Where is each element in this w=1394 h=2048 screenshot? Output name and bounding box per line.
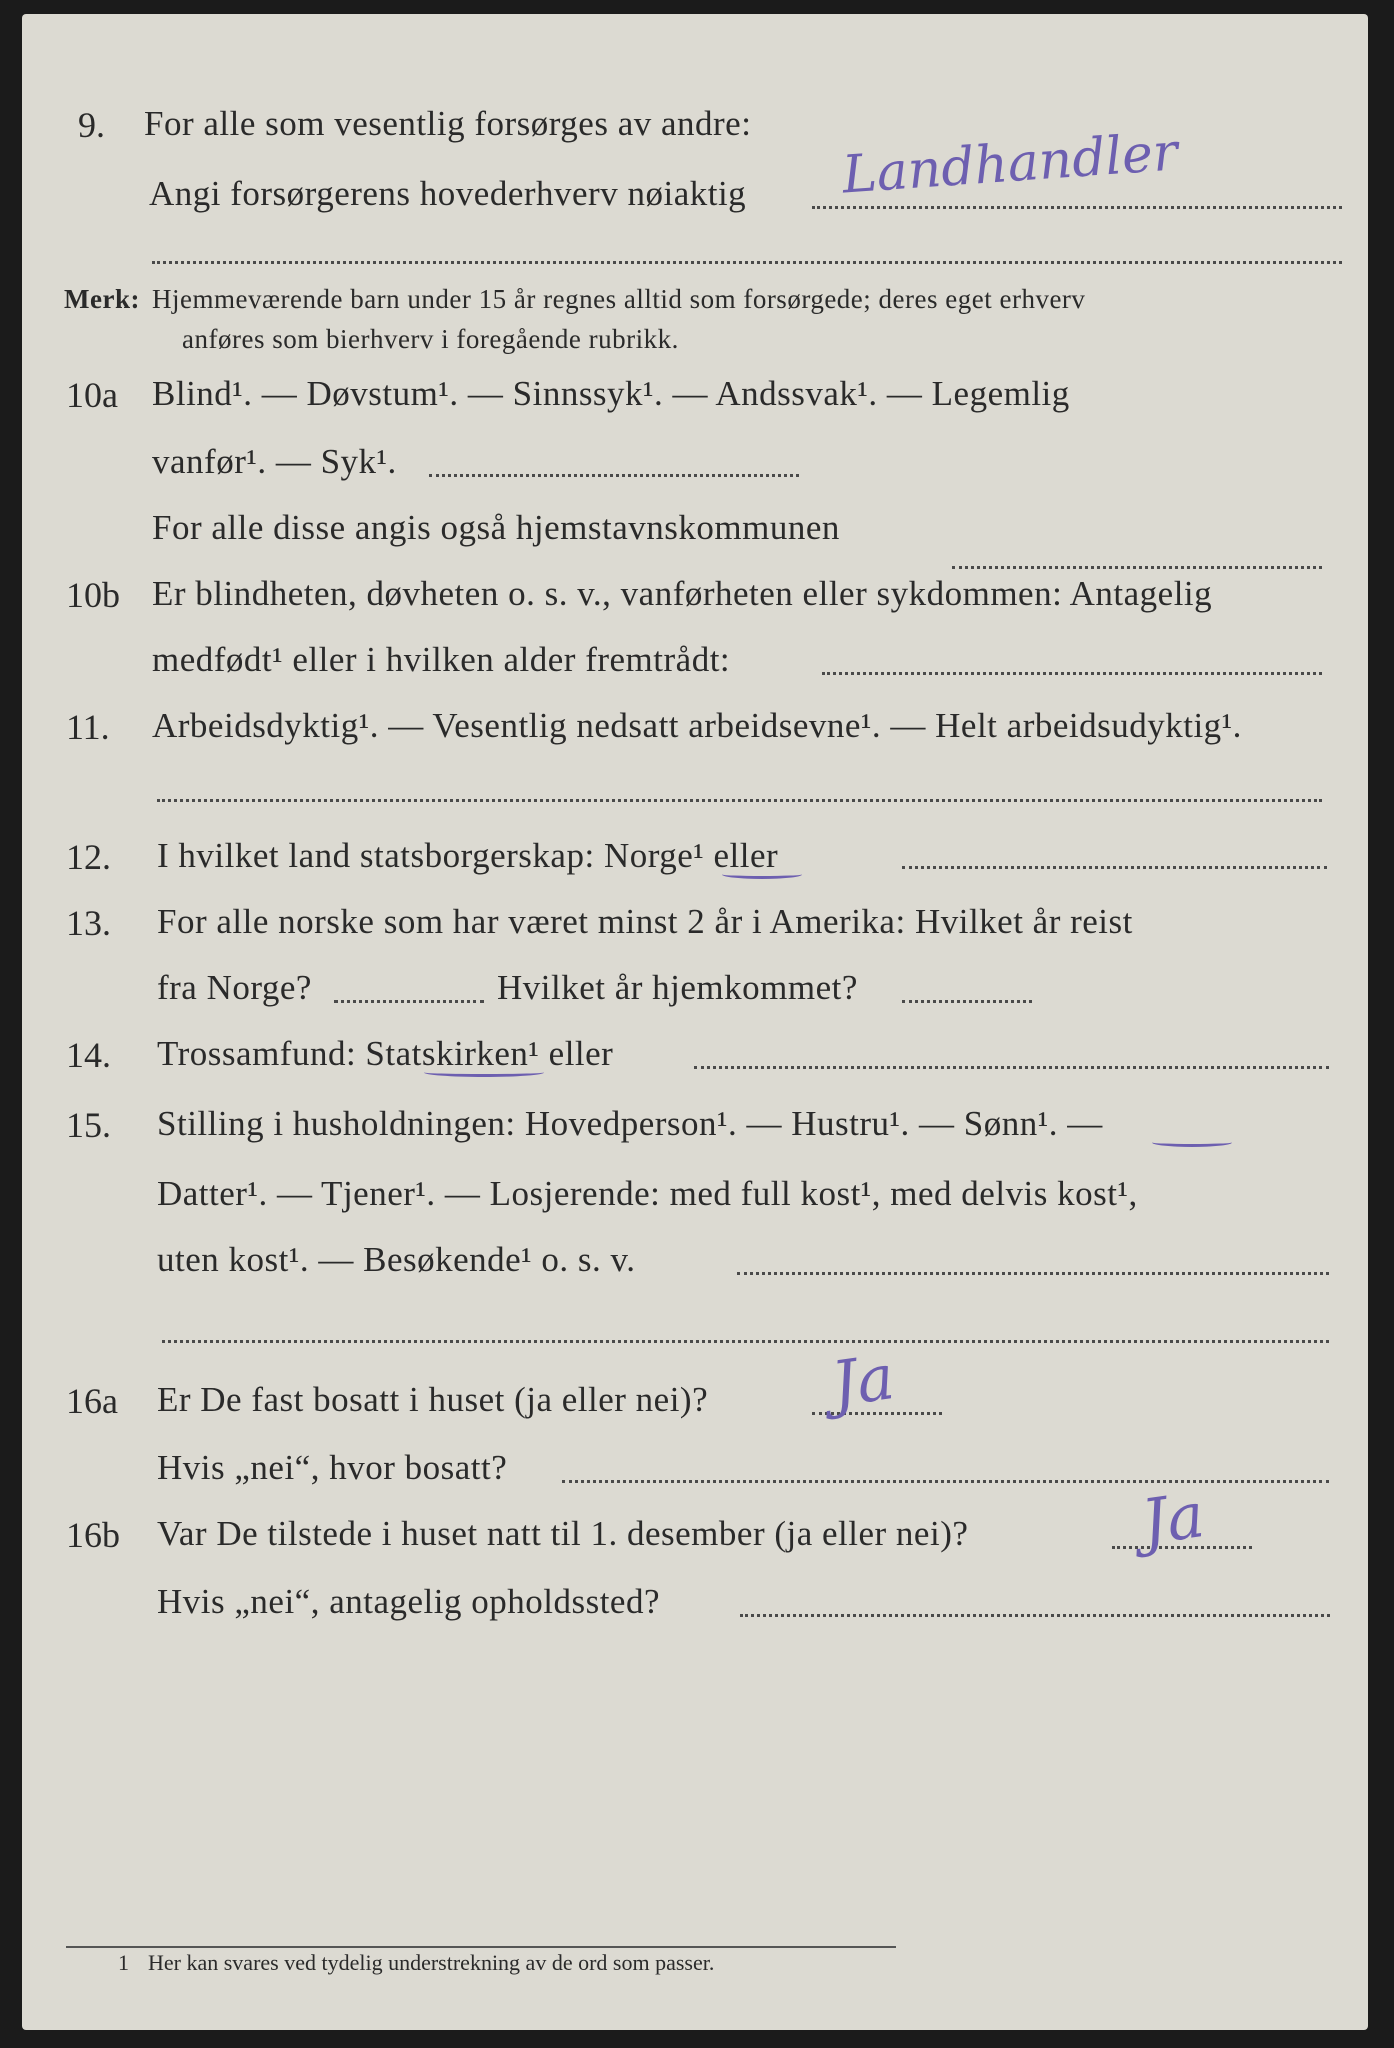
answer-line-15 xyxy=(737,1272,1329,1275)
answer-line-14 xyxy=(694,1066,1329,1069)
question-11-number: 11. xyxy=(66,707,110,747)
census-form-page xyxy=(22,14,1368,2030)
answer-line-11 xyxy=(157,799,1322,802)
question-14-number: 14. xyxy=(66,1035,111,1075)
question-10b-number: 10b xyxy=(66,575,120,615)
sonn-underline-mark xyxy=(1152,1138,1232,1147)
question-13-line2b: Hvilket år hjemkommet? xyxy=(497,968,858,1007)
question-10a-number: 10a xyxy=(66,375,118,415)
handwritten-answer-16b: Ja xyxy=(1137,1478,1209,1559)
question-16b-line2: Hvis „nei“, antagelig opholdssted? xyxy=(157,1582,660,1621)
answer-line-13-reist xyxy=(334,1000,484,1003)
answer-line-16a-bosatt xyxy=(562,1480,1329,1483)
question-13-line1: For alle norske som har været minst 2 år i Amerika: Hvilket år reist xyxy=(157,902,1133,941)
norge-underline-mark xyxy=(722,870,802,879)
handwritten-answer-9: Landhandler xyxy=(840,122,1180,206)
statskirken-underline-mark xyxy=(424,1068,544,1077)
question-10b-line2: medfødt¹ eller i hvilken alder fremtrådt: xyxy=(152,640,731,679)
footnote-text: Her kan svares ved tydelig understrekning av de ord som passer. xyxy=(148,1950,715,1975)
question-10a-line1: Blind¹. — Døvstum¹. — Sinnssyk¹. — Andssvak¹. — Legemlig xyxy=(152,374,1070,413)
question-16a-number: 16a xyxy=(66,1381,118,1421)
answer-line-9 xyxy=(812,206,1342,209)
question-16b-number: 16b xyxy=(66,1515,120,1555)
question-16a-line2: Hvis „nei“, hvor bosatt? xyxy=(157,1448,508,1487)
answer-line-12 xyxy=(902,866,1327,869)
question-15-line3: uten kost¹. — Besøkende¹ o. s. v. xyxy=(157,1240,636,1279)
question-15-line1: Stilling i husholdningen: Hovedperson¹. — Hustru¹. — Sønn¹. — xyxy=(157,1104,1103,1143)
question-10b-line1: Er blindheten, døvheten o. s. v., vanførheten eller sykdommen: Antagelig xyxy=(152,574,1213,613)
footnote-mark: 1 xyxy=(118,1950,129,1975)
question-16b-line1: Var De tilstede i huset natt til 1. desember (ja eller nei)? xyxy=(157,1514,969,1553)
answer-line-10b xyxy=(822,672,1322,675)
answer-line-10a-syk xyxy=(429,474,799,477)
handwritten-answer-16a: Ja xyxy=(827,1340,899,1421)
answer-line-10a xyxy=(952,566,1322,569)
merk-line1: Hjemmeværende barn under 15 år regnes alltid som forsørgede; deres eget erhverv xyxy=(152,284,1086,314)
question-9-number: 9. xyxy=(78,105,105,145)
question-12-number: 12. xyxy=(66,837,111,877)
question-9-line1: For alle som vesentlig forsørges av andre: xyxy=(144,104,752,143)
question-13-number: 13. xyxy=(66,903,111,943)
question-13-line2a: fra Norge? xyxy=(157,968,312,1007)
answer-line-9b xyxy=(152,261,1342,264)
merk-line2: anføres som bierhverv i foregående rubrikk. xyxy=(182,324,679,354)
merk-label: Merk: xyxy=(64,284,140,314)
answer-line-13-hjemkommet xyxy=(902,1000,1032,1003)
question-14-line1: Trossamfund: Statskirken¹ eller xyxy=(157,1034,614,1073)
answer-line-15b xyxy=(162,1340,1329,1343)
question-10a-line3: For alle disse angis også hjemstavnskommunen xyxy=(152,508,840,547)
answer-line-16b-opholdssted xyxy=(740,1614,1330,1617)
footnote-rule xyxy=(66,1946,896,1948)
question-11-line1: Arbeidsdyktig¹. — Vesentlig nedsatt arbeidsevne¹. — Helt arbeidsudyktig¹. xyxy=(152,706,1242,745)
question-16a-line1: Er De fast bosatt i huset (ja eller nei)? xyxy=(157,1380,709,1419)
question-15-number: 15. xyxy=(66,1105,111,1145)
question-9-line2: Angi forsørgerens hovederhverv nøiaktig xyxy=(149,174,747,213)
question-12-line1: I hvilket land statsborgerskap: Norge¹ eller xyxy=(157,836,779,875)
question-15-line2: Datter¹. — Tjener¹. — Losjerende: med full kost¹, med delvis kost¹, xyxy=(157,1174,1138,1213)
question-10a-line2: vanfør¹. — Syk¹. xyxy=(152,442,397,481)
